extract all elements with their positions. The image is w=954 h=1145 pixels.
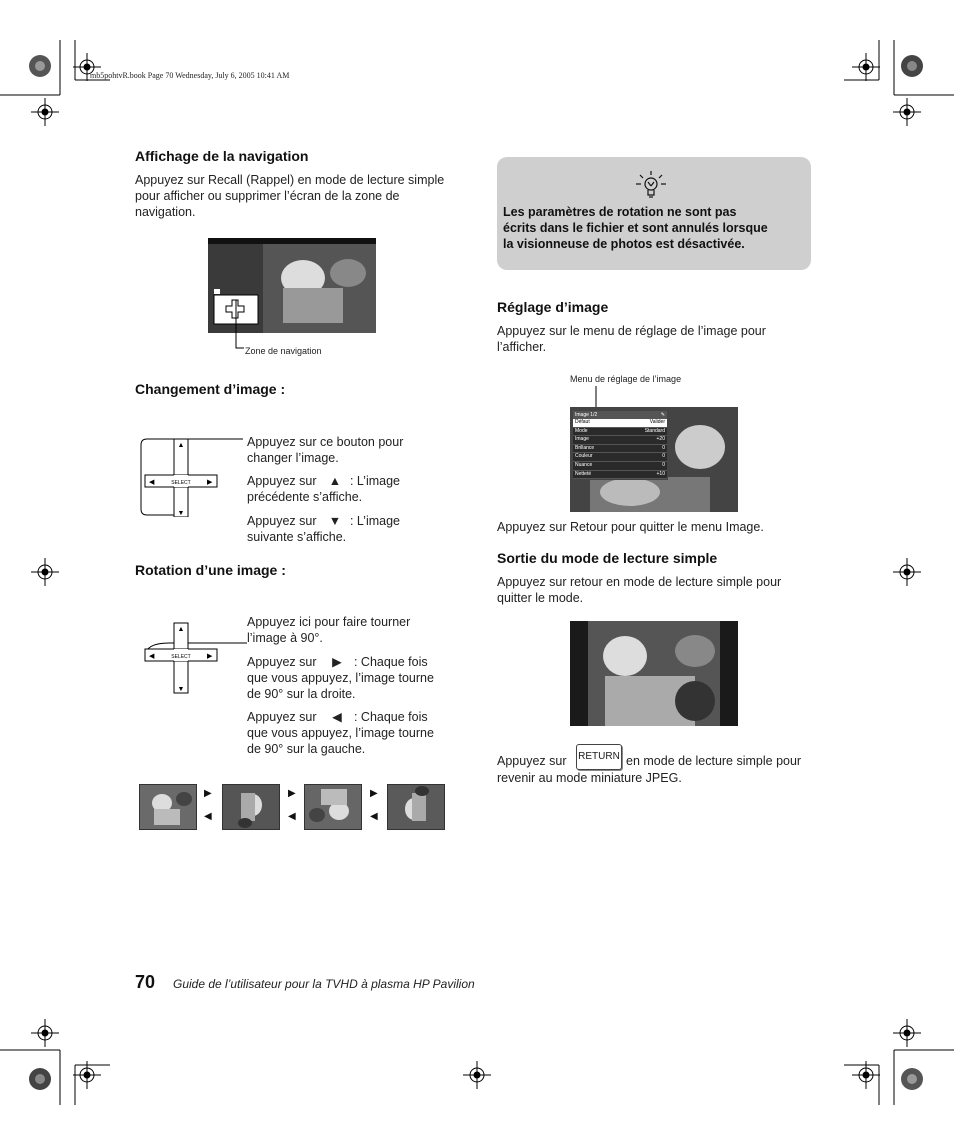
- dpad-rotate-diagram: [139, 617, 249, 697]
- exit-after-line2: revenir au mode miniature JPEG.: [497, 771, 682, 785]
- left-arrow-icon: ◀: [204, 811, 212, 822]
- menu-row: Défaut Valider: [573, 419, 667, 428]
- menu-row: Couleur 0: [573, 453, 667, 462]
- lightbulb-icon: [634, 169, 668, 201]
- exit-after-post: en mode de lecture simple pour: [626, 754, 802, 768]
- menu-row: Mode Standard: [573, 428, 667, 437]
- rotate-p1: Appuyez ici pour faire tourner l’image à 90°.: [247, 615, 411, 645]
- adjust-menu-caption: Menu de réglage de l’image: [570, 374, 682, 384]
- change-section-title: Changement d’image :: [135, 381, 286, 397]
- menu-title: Image 1/2: [575, 412, 598, 418]
- menu-row: Nuance 0: [573, 462, 667, 471]
- left-arrow-icon: ◀: [370, 811, 378, 822]
- change-p3: Appuyez sur ▼ : L’image suivante s’affiche.: [247, 514, 400, 544]
- tool-icon: ✎: [660, 412, 665, 418]
- dpad-change-diagram: [139, 437, 244, 517]
- change-p2: Appuyez sur ▲ : L’image précédente s’affiche.: [247, 474, 400, 504]
- return-button-icon: RETURN: [576, 744, 622, 770]
- tip-box: [497, 157, 811, 270]
- down-arrow-icon: ▼: [328, 514, 342, 528]
- image-settings-menu: [572, 410, 668, 480]
- single-view-image: [570, 621, 738, 726]
- svg-text:▶: ▶: [207, 653, 213, 660]
- tip-text: Les paramètres de rotation ne sont pas écrits dans le fichier et sont annulés lorsque la visionneuse de photos est désactivée.: [503, 205, 768, 251]
- footer-title: Guide de l’utilisateur pour la TVHD à plasma HP Pavilion: [173, 977, 475, 991]
- svg-text:▲: ▲: [177, 442, 185, 449]
- adjust-section-body: Appuyez sur le menu de réglage de l’image pour l’afficher.: [497, 324, 766, 354]
- right-arrow-icon: ▶: [288, 788, 296, 799]
- rotation-thumb-0: [139, 784, 197, 830]
- menu-row: Netteté +10: [573, 471, 667, 480]
- rotation-thumb-180: [304, 784, 362, 830]
- nav-zone-caption: Zone de navigation: [245, 346, 322, 356]
- rotate-p2: Appuyez sur ▶ : Chaque fois que vous appuyez, l’image tourne de 90° sur la droite.: [247, 655, 434, 701]
- rotate-p3: Appuyez sur ◀ : Chaque fois que vous appuyez, l’image tourne de 90° sur la gauche.: [247, 710, 434, 756]
- change-p1: Appuyez sur ce bouton pour changer l’image.: [247, 435, 404, 465]
- rotate-section-title: Rotation d’une image :: [135, 562, 286, 578]
- menu-row: Brillance 0: [573, 445, 667, 454]
- rotation-thumb-90: [222, 784, 280, 830]
- select-label: SELECT: [171, 654, 191, 660]
- exit-section-title: Sortie du mode de lecture simple: [497, 550, 718, 566]
- svg-text:◀: ◀: [149, 479, 155, 486]
- exit-after-pre: Appuyez sur: [497, 754, 567, 768]
- left-arrow-icon: ◀: [288, 811, 296, 822]
- right-arrow-icon: ▶: [332, 655, 342, 669]
- rotation-thumb-270: [387, 784, 445, 830]
- svg-text:▼: ▼: [177, 510, 185, 517]
- page-number: 70: [135, 972, 156, 992]
- adjust-section-title: Réglage d’image: [497, 299, 609, 315]
- exit-section-body: Appuyez sur retour en mode de lecture simple pour quitter le mode.: [497, 575, 782, 605]
- file-header: mb5pohtvR.book Page 70 Wednesday, July 6, 2005 10:41 AM: [90, 71, 290, 80]
- adjust-after-text: Appuyez sur Retour pour quitter le menu Image.: [497, 520, 764, 534]
- svg-text:◀: ◀: [149, 653, 155, 660]
- left-arrow-icon: ◀: [332, 710, 342, 724]
- svg-text:▶: ▶: [207, 479, 213, 486]
- menu-row: Image +20: [573, 436, 667, 445]
- nav-caption-leader: [234, 300, 246, 352]
- svg-text:▲: ▲: [177, 626, 185, 633]
- nav-section-title: Affichage de la navigation: [135, 148, 309, 164]
- svg-text:▼: ▼: [177, 686, 185, 693]
- up-arrow-icon: ▲: [328, 474, 342, 488]
- right-arrow-icon: ▶: [370, 788, 378, 799]
- right-arrow-icon: ▶: [204, 788, 212, 799]
- nav-section-body: Appuyez sur Recall (Rappel) en mode de lecture simple pour afficher ou supprimer l’écran de la zone de navigation.: [135, 173, 445, 219]
- select-label: SELECT: [171, 480, 191, 486]
